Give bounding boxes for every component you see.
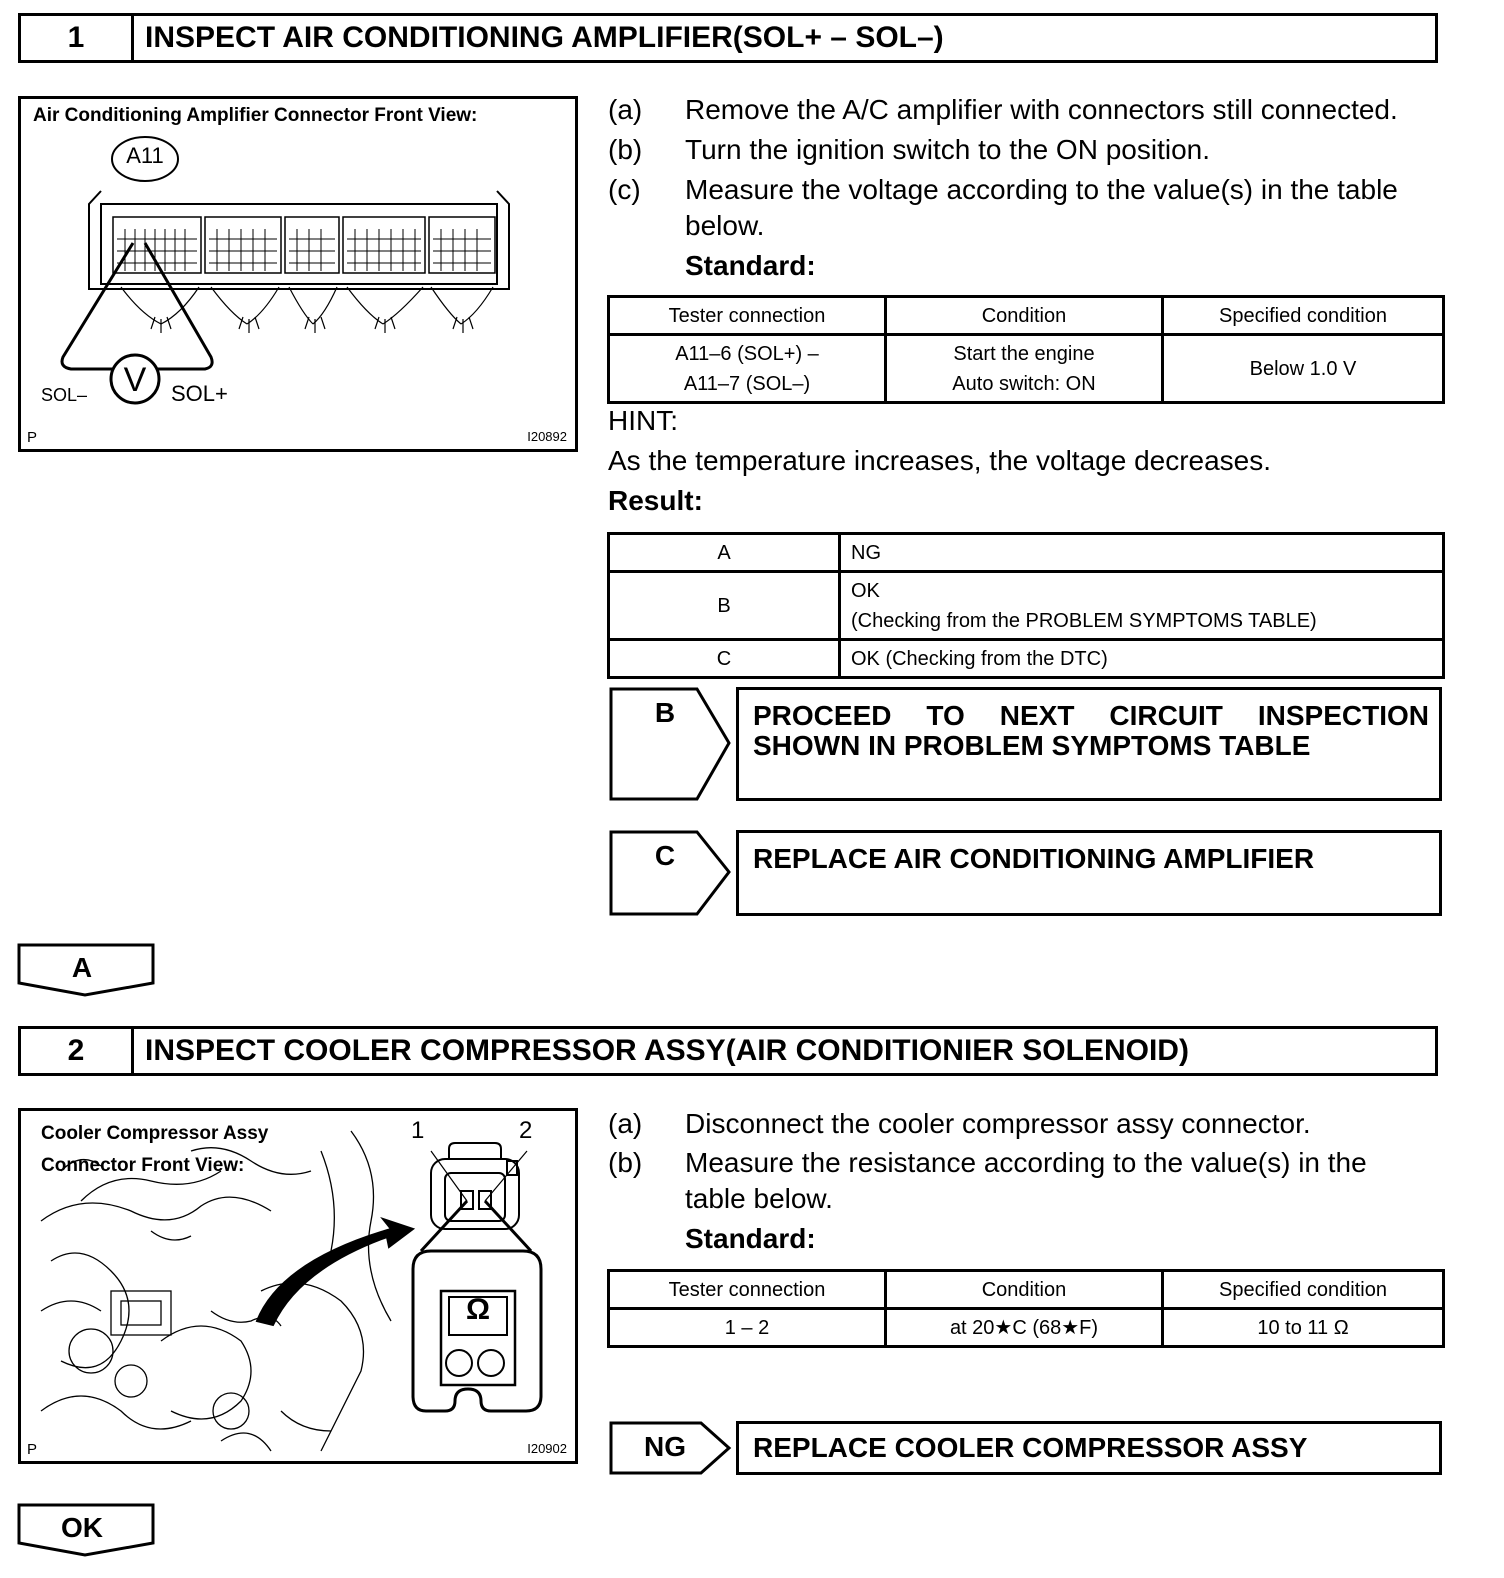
connector-a11-label: A11 (126, 143, 164, 168)
table-cell-specified: 10 to 11 Ω (1163, 1309, 1444, 1347)
sol-plus-label: SOL+ (171, 381, 228, 406)
step-1c-continued: below. (685, 210, 765, 241)
result-desc: OK (Checking from the DTC) (840, 640, 1444, 678)
standard-label: Standard: (685, 250, 816, 281)
pin-1-label: 1 (411, 1117, 425, 1144)
figure-id: I20902 (527, 1441, 567, 1456)
branch-ng-label: NG (644, 1431, 686, 1462)
condition-line-1: Start the engine (953, 342, 1095, 365)
step-label: (a) (608, 94, 643, 125)
tester-line-2: A11–7 (SOL–) (683, 372, 811, 395)
branch-c-action (736, 830, 1442, 916)
table-cell-condition (886, 335, 1163, 403)
step-2b-continued: table below. (685, 1183, 833, 1214)
tester-line-1: A11–6 (SOL+) – (675, 342, 819, 365)
result-table (607, 532, 1445, 679)
table-header: Tester connection (609, 297, 886, 335)
flow-arrow-ok-label: OK (61, 1512, 103, 1543)
step-text: Remove the A/C amplifier with connectors still connected. (685, 94, 1398, 125)
branch-ng-action (736, 1421, 1442, 1475)
result-code: C (609, 640, 840, 678)
figure-caption-line-1: Cooler Compressor Assy (41, 1123, 269, 1144)
figure-id: I20892 (527, 429, 567, 444)
step-text: Disconnect the cooler compressor assy connector. (685, 1108, 1311, 1139)
hint-label: HINT: (608, 405, 678, 436)
table-cell-tester (609, 335, 886, 403)
branch-b-line-1: PROCEED TO NEXT CIRCUIT INSPECTION (753, 700, 1429, 731)
step-label: (c) (608, 174, 641, 205)
result-code: A (609, 534, 840, 572)
branch-ng-text: REPLACE COOLER COMPRESSOR ASSY (753, 1432, 1308, 1463)
result-line-1: OK (851, 579, 880, 602)
compressor-connector-figure (18, 1108, 578, 1464)
table-header: Specified condition (1163, 297, 1444, 335)
figure-corner-mark: P (27, 1441, 38, 1458)
result-code: B (609, 572, 840, 640)
sol-minus-label: SOL– (41, 385, 88, 405)
table-header: Tester connection (609, 1271, 886, 1309)
flow-arrow-a-label: A (71, 952, 93, 983)
table-cell-tester: 1 – 2 (609, 1309, 886, 1347)
figure-caption: Air Conditioning Amplifier Connector Front View: (33, 105, 478, 126)
table-header: Specified condition (1163, 1271, 1444, 1309)
result-line-2: (Checking from the PROBLEM SYMPTOMS TABLE) (851, 609, 1317, 632)
section-1-header (18, 13, 1438, 63)
result-desc: NG (840, 534, 1444, 572)
section-1-title: INSPECT AIR CONDITIONING AMPLIFIER(SOL+ – SOL–) (145, 21, 944, 54)
step-text: Measure the resistance according to the value(s) in the (685, 1147, 1367, 1178)
table-cell-specified: Below 1.0 V (1163, 335, 1444, 403)
amplifier-connector-drawing (21, 99, 575, 449)
figure-corner-mark: P (27, 429, 38, 446)
step-label: (b) (608, 134, 643, 165)
branch-b-line-2: SHOWN IN PROBLEM SYMPTOMS TABLE (753, 730, 1311, 761)
step-label: (b) (608, 1147, 643, 1178)
table-header: Condition (886, 297, 1163, 335)
step-text: Turn the ignition switch to the ON position. (685, 134, 1210, 165)
section-2-number: 2 (21, 1029, 134, 1073)
standard-table-1 (607, 295, 1445, 404)
hint-text: As the temperature increases, the voltage decreases. (608, 445, 1272, 476)
result-desc (840, 572, 1444, 640)
result-label: Result: (608, 485, 703, 516)
table-header: Condition (886, 1271, 1163, 1309)
ohmmeter-symbol: Ω (465, 1293, 491, 1326)
condition-line-2: Auto switch: ON (952, 372, 1096, 395)
figure-caption-line-2: Connector Front View: (41, 1155, 245, 1176)
branch-c-text: REPLACE AIR CONDITIONING AMPLIFIER (753, 843, 1315, 874)
standard-table-2 (607, 1269, 1445, 1348)
section-1-number: 1 (21, 16, 134, 60)
amplifier-connector-figure (18, 96, 578, 452)
branch-b-label: B (654, 697, 676, 728)
section-2-title: INSPECT COOLER COMPRESSOR ASSY(AIR CONDITIONIER SOLENOID) (145, 1034, 1189, 1067)
voltmeter-symbol: V (123, 361, 147, 399)
branch-c-label: C (654, 840, 676, 871)
pin-2-label: 2 (519, 1117, 533, 1144)
branch-b-action (736, 687, 1442, 801)
step-label: (a) (608, 1108, 643, 1139)
table-cell-condition: at 20★C (68★F) (886, 1309, 1163, 1347)
section-2-header (18, 1026, 1438, 1076)
step-text: Measure the voltage according to the value(s) in the table (685, 174, 1398, 205)
standard-label: Standard: (685, 1223, 816, 1254)
